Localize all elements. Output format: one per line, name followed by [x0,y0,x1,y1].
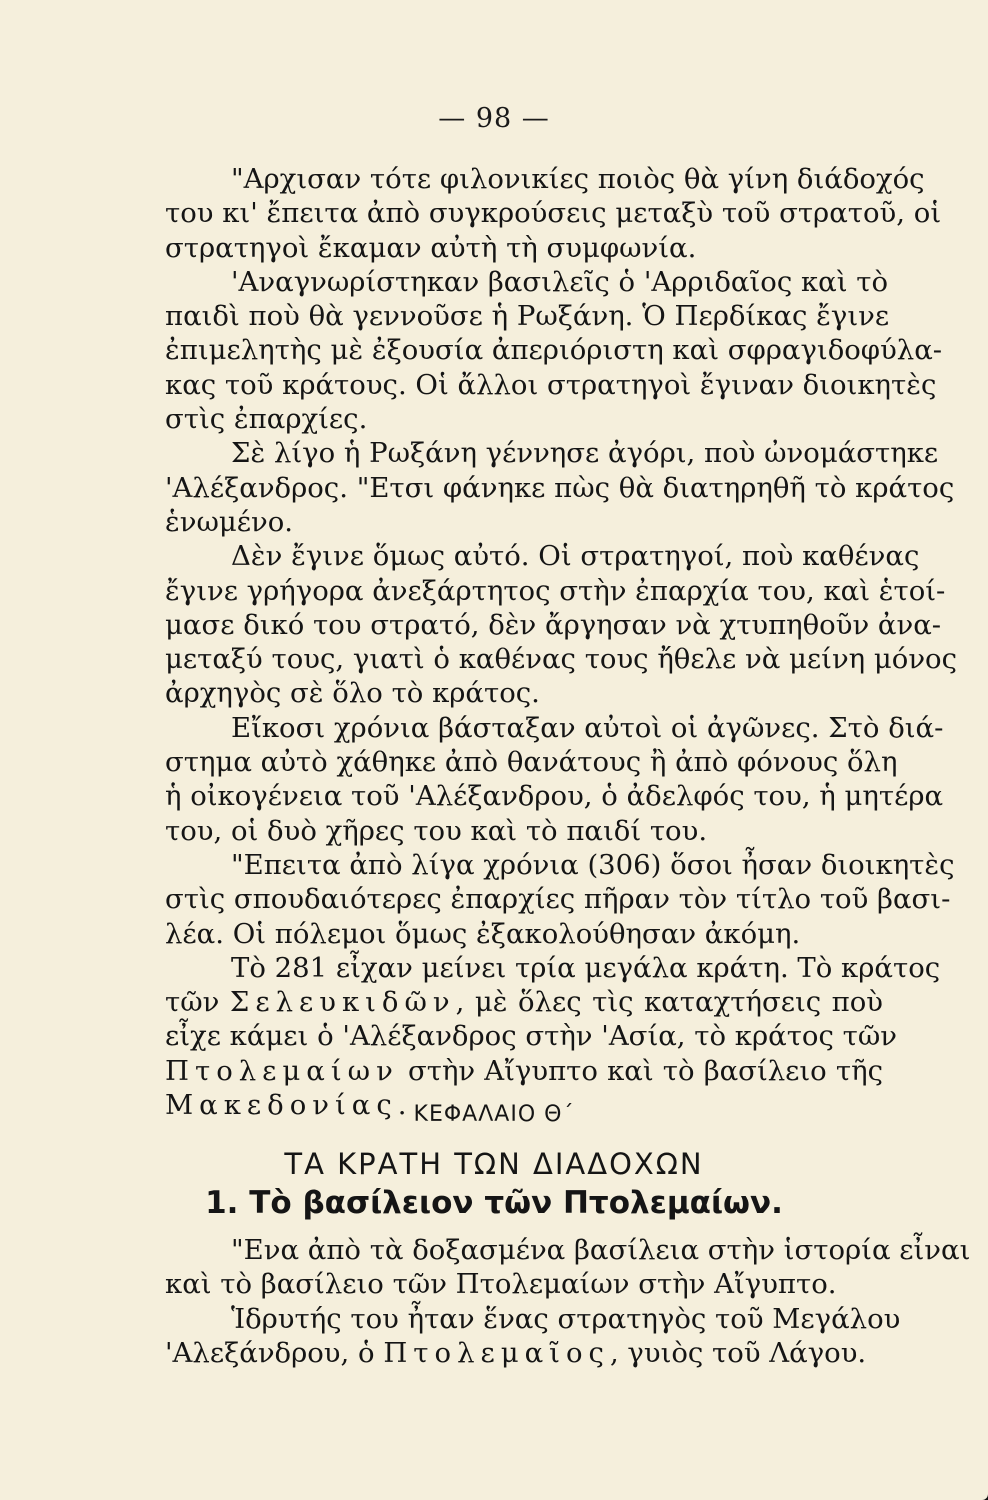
text-line: μεταξύ τους, γιατὶ ὁ καθένας τους ἤθελε νὰ μείνη μόνος [165,643,957,676]
text-line: του κι' ἔπειτα ἀπὸ συγκρούσεις μεταξὺ τοῦ στρατοῦ, οἱ [165,197,942,230]
text-line: του, οἱ δυὸ χῆρες του καὶ τὸ παιδί του. [165,814,708,847]
chapter-label: ΚΕΦΑΛΑΙΟ Θ΄ [413,1102,575,1127]
chapter-title: ΤΑ ΚΡΑΤΗ ΤΩΝ ΔΙΑΔΟΧΩΝ [284,1147,704,1181]
text-line: ἔγινε γρήγορα ἀνεξάρτητος στὴν ἐπαρχία του, καὶ ἑτοί- [165,574,946,607]
text-line: 'Αλέξανδρος. "Ετσι φάνηκε πὼς θὰ διατηρηθῆ τὸ κράτος [165,471,955,504]
text-line: στὶς ἐπαρχίες. [165,403,368,436]
text-line: ἐπιμελητὴς μὲ ἐξουσία ἀπεριόριστη καὶ σφραγιδοφύλα- [165,334,943,367]
text-fragment: στὴν Αἴγυπτο καὶ τὸ βασίλειο τῆς [398,1054,883,1087]
text-line: καὶ τὸ βασίλειο τῶν Πτολεμαίων στὴν Αἴγυπτο. [165,1268,837,1301]
text-fragment: , μὲ ὅλες τὶς καταχτήσεις ποὺ [455,986,883,1019]
text-line: εἶχε κάμει ὁ 'Αλέξανδρος στὴν 'Ασία, τὸ κράτος τῶν [165,1020,897,1053]
spaced-name-ptolemy: Πτολεμαῖος [383,1336,610,1369]
text-line [165,1054,883,1088]
text-line: στημα αὐτὸ χάθηκε ἀπὸ θανάτους ἢ ἀπὸ φόνους ὅλη [165,746,898,779]
text-line: λέα. Οἱ πόλεμοι ὅμως ἐξακολούθησαν ἀκόμη. [165,917,801,950]
text-line: Δὲν ἔγινε ὅμως αὐτό. Οἱ στρατηγοί, ποὺ καθένας [231,540,920,573]
text-line: στὶς σπουδαιότερες ἐπαρχίες πῆραν τὸν τίτλο τοῦ βασι- [165,883,951,916]
text-line [165,985,883,1019]
spaced-name-seleucids: Σελευκιδῶν [229,986,456,1019]
text-line: 'Αναγνωρίστηκαν βασιλεῖς ὁ 'Αρριδαῖος καὶ τὸ [231,265,889,298]
text-line: κας τοῦ κράτους. Οἱ ἄλλοι στρατηγοὶ ἔγιναν διοικητὲς [165,368,937,401]
text-fragment: τῶν [165,986,220,1019]
section-title: 1. Τὸ βασίλειον τῶν Πτολεμαίων. [205,1185,783,1221]
text-fragment: , γυιὸς τοῦ Λάγου. [609,1336,867,1369]
text-line: Εἴκοσι χρόνια βάσταξαν αὐτοὶ οἱ ἀγῶνες. Στὸ διά- [231,711,944,744]
text-line [165,1336,883,1370]
text-fragment: . [397,1089,407,1122]
section-text [165,1233,971,1370]
text-line: ἑνωμένο. [165,505,294,538]
spaced-name-macedonia: Μακεδονίας [165,1089,398,1122]
text-line: "Ενα ἀπὸ τὰ δοξασμένα βασίλεια στὴν ἱστορία εἶναι [231,1234,971,1266]
page-number: — 98 — [438,103,550,134]
body-text [165,162,957,1122]
text-line: Σὲ λίγο ἡ Ρωξάνη γέννησε ἀγόρι, ποὺ ὠνομάστηκε [231,437,939,470]
text-line: Ἱδρυτής του ἦταν ἕνας στρατηγὸς τοῦ Μεγάλου [231,1302,901,1335]
text-line: "Αρχισαν τότε φιλονικίες ποιὸς θὰ γίνη διάδοχός [231,163,925,195]
text-line: μασε δικό του στρατό, δὲν ἄργησαν νὰ χτυπηθοῦν ἀνα- [165,608,942,641]
text-line: Τὸ 281 εἶχαν μείνει τρία μεγάλα κράτη. Τὸ κράτος [231,951,941,984]
text-line: "Επειτα ἀπὸ λίγα χρόνια (306) ὅσοι ἦσαν διοικητὲς [231,848,955,881]
text-line: παιδὶ ποὺ θὰ γεννοῦσε ἡ Ρωξάνη. Ὁ Περδίκας ἔγινε [165,300,890,333]
text-line: στρατηγοὶ ἔκαμαν αὐτὴ τὴ συμφωνία. [165,231,697,264]
text-line: ἀρχηγὸς σὲ ὅλο τὸ κράτος. [165,677,540,710]
text-line: ἡ οἰκογένεια τοῦ 'Αλέξανδρου, ὁ ἀδελφός του, ἡ μητέρα [165,780,944,813]
spaced-name-ptolemies: Πτολεμαίων [165,1054,399,1087]
text-fragment: 'Αλεξάνδρου, ὁ [165,1336,384,1369]
